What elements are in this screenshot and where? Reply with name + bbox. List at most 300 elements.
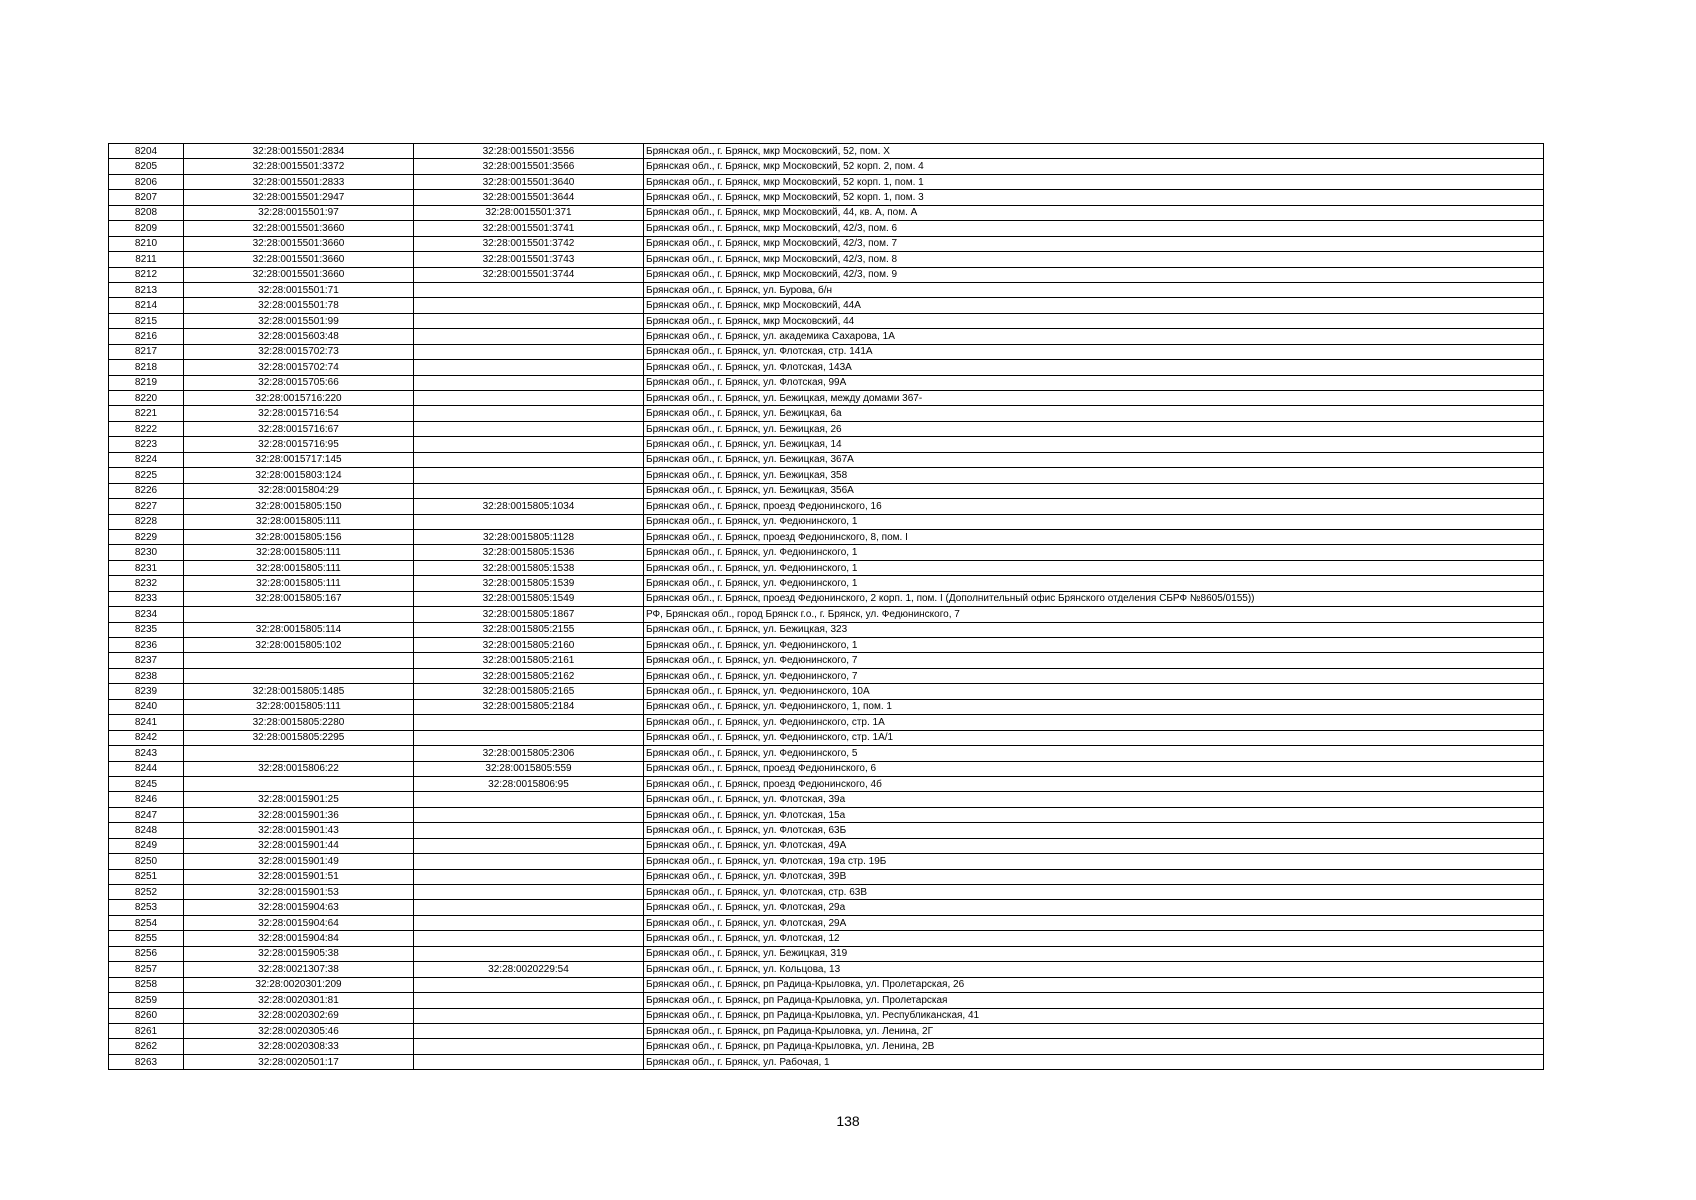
table-row: [109, 499, 1544, 514]
object-cadastral-number-cell: 32:28:0015805:2161: [414, 653, 644, 668]
row-number-cell: 8248: [109, 823, 184, 838]
row-number-cell: 8212: [109, 267, 184, 282]
object-cadastral-number-cell: [414, 838, 644, 853]
address-cell: Брянская обл., г. Брянск, рп Радица-Крыловка, ул. Пролетарская, 26: [644, 977, 1544, 992]
object-cadastral-number-cell: [414, 977, 644, 992]
address-cell: Брянская обл., г. Брянск, ул. Федюнинского, 7: [644, 653, 1544, 668]
object-cadastral-number-cell: [414, 807, 644, 822]
table-row: [109, 730, 1544, 745]
row-number-cell: 8258: [109, 977, 184, 992]
object-cadastral-number-cell: [414, 900, 644, 915]
row-number-cell: 8223: [109, 437, 184, 452]
object-cadastral-number-cell: [414, 915, 644, 930]
row-number-cell: 8256: [109, 946, 184, 961]
land-cadastral-number-cell: 32:28:0021307:38: [184, 962, 414, 977]
table-row: [109, 962, 1544, 977]
address-cell: Брянская обл., г. Брянск, мкр Московский, 52 корп. 1, пом. 1: [644, 174, 1544, 189]
land-cadastral-number-cell: 32:28:0015702:73: [184, 344, 414, 359]
land-cadastral-number-cell: 32:28:0015901:36: [184, 807, 414, 822]
address-cell: Брянская обл., г. Брянск, мкр Московский, 42/3, пом. 9: [644, 267, 1544, 282]
address-cell: Брянская обл., г. Брянск, ул. Флотская, 29А: [644, 915, 1544, 930]
object-cadastral-number-cell: 32:28:0015805:2155: [414, 622, 644, 637]
row-number-cell: 8206: [109, 174, 184, 189]
table-row: [109, 360, 1544, 375]
land-cadastral-number-cell: 32:28:0015702:74: [184, 360, 414, 375]
row-number-cell: 8219: [109, 375, 184, 390]
address-cell: Брянская обл., г. Брянск, ул. Бежицкая, 319: [644, 946, 1544, 961]
address-cell: Брянская обл., г. Брянск, мкр Московский, 42/3, пом. 8: [644, 252, 1544, 267]
row-number-cell: 8246: [109, 792, 184, 807]
object-cadastral-number-cell: [414, 514, 644, 529]
table-row: [109, 1054, 1544, 1069]
land-cadastral-number-cell: 32:28:0020501:17: [184, 1054, 414, 1069]
object-cadastral-number-cell: [414, 298, 644, 313]
row-number-cell: 8255: [109, 931, 184, 946]
object-cadastral-number-cell: [414, 993, 644, 1008]
land-cadastral-number-cell: 32:28:0015805:111: [184, 576, 414, 591]
address-cell: Брянская обл., г. Брянск, ул. Флотская, 15а: [644, 807, 1544, 822]
address-cell: Брянская обл., г. Брянск, ул. Бежицкая, 323: [644, 622, 1544, 637]
object-cadastral-number-cell: 32:28:0015805:2306: [414, 746, 644, 761]
page-number: 138: [836, 1113, 860, 1129]
table-row: [109, 144, 1544, 159]
land-cadastral-number-cell: [184, 668, 414, 683]
table-row: [109, 622, 1544, 637]
row-number-cell: 8259: [109, 993, 184, 1008]
object-cadastral-number-cell: 32:28:0015805:1538: [414, 560, 644, 575]
land-cadastral-number-cell: 32:28:0015904:64: [184, 915, 414, 930]
address-cell: Брянская обл., г. Брянск, мкр Московский, 52, пом. X: [644, 144, 1544, 159]
land-cadastral-number-cell: 32:28:0020302:69: [184, 1008, 414, 1023]
land-cadastral-number-cell: 32:28:0015805:167: [184, 591, 414, 606]
land-cadastral-number-cell: 32:28:0015804:29: [184, 483, 414, 498]
table-row: [109, 591, 1544, 606]
row-number-cell: 8237: [109, 653, 184, 668]
row-number-cell: 8210: [109, 236, 184, 251]
table-row: [109, 1039, 1544, 1054]
address-cell: Брянская обл., г. Брянск, мкр Московский, 52 корп. 2, пом. 4: [644, 159, 1544, 174]
row-number-cell: 8234: [109, 607, 184, 622]
object-cadastral-number-cell: 32:28:0015805:1536: [414, 545, 644, 560]
table-row: [109, 746, 1544, 761]
land-cadastral-number-cell: 32:28:0015805:150: [184, 499, 414, 514]
object-cadastral-number-cell: 32:28:0015501:371: [414, 205, 644, 220]
object-cadastral-number-cell: [414, 869, 644, 884]
table-row: [109, 468, 1544, 483]
object-cadastral-number-cell: [414, 823, 644, 838]
object-cadastral-number-cell: 32:28:0015501:3566: [414, 159, 644, 174]
object-cadastral-number-cell: 32:28:0015501:3640: [414, 174, 644, 189]
object-cadastral-number-cell: 32:28:0015501:3741: [414, 221, 644, 236]
address-cell: Брянская обл., г. Брянск, мкр Московский, 42/3, пом. 7: [644, 236, 1544, 251]
row-number-cell: 8260: [109, 1008, 184, 1023]
table-row: [109, 205, 1544, 220]
object-cadastral-number-cell: [414, 344, 644, 359]
address-cell: Брянская обл., г. Брянск, мкр Московский, 44А: [644, 298, 1544, 313]
object-cadastral-number-cell: [414, 313, 644, 328]
row-number-cell: 8250: [109, 854, 184, 869]
table-row: [109, 406, 1544, 421]
land-cadastral-number-cell: 32:28:0015501:2833: [184, 174, 414, 189]
table-row: [109, 869, 1544, 884]
row-number-cell: 8231: [109, 560, 184, 575]
land-cadastral-number-cell: 32:28:0015803:124: [184, 468, 414, 483]
table-row: [109, 607, 1544, 622]
row-number-cell: 8251: [109, 869, 184, 884]
row-number-cell: 8228: [109, 514, 184, 529]
table-row: [109, 421, 1544, 436]
address-cell: Брянская обл., г. Брянск, ул. Федюнинского, 1: [644, 576, 1544, 591]
object-cadastral-number-cell: [414, 282, 644, 297]
table-row: [109, 529, 1544, 544]
land-cadastral-number-cell: 32:28:0015805:114: [184, 622, 414, 637]
row-number-cell: 8233: [109, 591, 184, 606]
object-cadastral-number-cell: [414, 730, 644, 745]
table-row: [109, 514, 1544, 529]
row-number-cell: 8216: [109, 329, 184, 344]
land-cadastral-number-cell: 32:28:0015901:51: [184, 869, 414, 884]
table-row: [109, 391, 1544, 406]
row-number-cell: 8204: [109, 144, 184, 159]
property-registry-table: [108, 143, 1544, 1070]
address-cell: Брянская обл., г. Брянск, рп Радица-Крыловка, ул. Республиканская, 41: [644, 1008, 1544, 1023]
table-row: [109, 483, 1544, 498]
address-cell: Брянская обл., г. Брянск, ул. Флотская, 49А: [644, 838, 1544, 853]
object-cadastral-number-cell: 32:28:0015501:3556: [414, 144, 644, 159]
row-number-cell: 8217: [109, 344, 184, 359]
table-row: [109, 792, 1544, 807]
table-row: [109, 190, 1544, 205]
row-number-cell: 8235: [109, 622, 184, 637]
table-row: [109, 174, 1544, 189]
table-body: [109, 144, 1544, 1070]
object-cadastral-number-cell: [414, 1054, 644, 1069]
address-cell: Брянская обл., г. Брянск, ул. академика Сахарова, 1А: [644, 329, 1544, 344]
land-cadastral-number-cell: 32:28:0015501:78: [184, 298, 414, 313]
address-cell: Брянская обл., г. Брянск, ул. Бежицкая, 6а: [644, 406, 1544, 421]
object-cadastral-number-cell: [414, 421, 644, 436]
row-number-cell: 8205: [109, 159, 184, 174]
address-cell: Брянская обл., г. Брянск, ул. Флотская, 29а: [644, 900, 1544, 915]
row-number-cell: 8240: [109, 699, 184, 714]
address-cell: Брянская обл., г. Брянск, рп Радица-Крыловка, ул. Ленина, 2Г: [644, 1023, 1544, 1038]
land-cadastral-number-cell: 32:28:0015705:66: [184, 375, 414, 390]
address-cell: Брянская обл., г. Брянск, ул. Федюнинского, 10А: [644, 684, 1544, 699]
address-cell: Брянская обл., г. Брянск, ул. Флотская, 63Б: [644, 823, 1544, 838]
land-cadastral-number-cell: 32:28:0015805:111: [184, 545, 414, 560]
address-cell: Брянская обл., г. Брянск, ул. Рабочая, 1: [644, 1054, 1544, 1069]
table-row: [109, 252, 1544, 267]
table-row: [109, 761, 1544, 776]
object-cadastral-number-cell: [414, 375, 644, 390]
row-number-cell: 8230: [109, 545, 184, 560]
row-number-cell: 8220: [109, 391, 184, 406]
row-number-cell: 8257: [109, 962, 184, 977]
land-cadastral-number-cell: 32:28:0015501:2947: [184, 190, 414, 205]
address-cell: Брянская обл., г. Брянск, ул. Федюнинского, 5: [644, 746, 1544, 761]
table-row: [109, 668, 1544, 683]
address-cell: Брянская обл., г. Брянск, ул. Федюнинского, стр. 1А: [644, 715, 1544, 730]
object-cadastral-number-cell: 32:28:0020229:54: [414, 962, 644, 977]
row-number-cell: 8244: [109, 761, 184, 776]
land-cadastral-number-cell: 32:28:0015901:53: [184, 885, 414, 900]
object-cadastral-number-cell: 32:28:0015805:1867: [414, 607, 644, 622]
land-cadastral-number-cell: 32:28:0015805:102: [184, 638, 414, 653]
address-cell: Брянская обл., г. Брянск, ул. Федюнинского, 1: [644, 514, 1544, 529]
address-cell: Брянская обл., г. Брянск, ул. Флотская, стр. 141А: [644, 344, 1544, 359]
land-cadastral-number-cell: 32:28:0015904:84: [184, 931, 414, 946]
table-row: [109, 638, 1544, 653]
row-number-cell: 8242: [109, 730, 184, 745]
table-row: [109, 344, 1544, 359]
object-cadastral-number-cell: 32:28:0015501:3644: [414, 190, 644, 205]
address-cell: Брянская обл., г. Брянск, ул. Кольцова, 13: [644, 962, 1544, 977]
table-row: [109, 807, 1544, 822]
object-cadastral-number-cell: 32:28:0015805:2162: [414, 668, 644, 683]
object-cadastral-number-cell: [414, 437, 644, 452]
row-number-cell: 8226: [109, 483, 184, 498]
land-cadastral-number-cell: 32:28:0015904:63: [184, 900, 414, 915]
address-cell: Брянская обл., г. Брянск, рп Радица-Крыловка, ул. Пролетарская: [644, 993, 1544, 1008]
land-cadastral-number-cell: 32:28:0015501:3372: [184, 159, 414, 174]
table-row: [109, 452, 1544, 467]
land-cadastral-number-cell: 32:28:0015716:220: [184, 391, 414, 406]
land-cadastral-number-cell: 32:28:0015805:156: [184, 529, 414, 544]
row-number-cell: 8241: [109, 715, 184, 730]
land-cadastral-number-cell: [184, 776, 414, 791]
row-number-cell: 8225: [109, 468, 184, 483]
row-number-cell: 8261: [109, 1023, 184, 1038]
address-cell: Брянская обл., г. Брянск, ул. Бурова, б/н: [644, 282, 1544, 297]
row-number-cell: 8224: [109, 452, 184, 467]
object-cadastral-number-cell: 32:28:0015501:3744: [414, 267, 644, 282]
table-row: [109, 221, 1544, 236]
table-row: [109, 854, 1544, 869]
address-cell: Брянская обл., г. Брянск, мкр Московский, 42/3, пом. 6: [644, 221, 1544, 236]
row-number-cell: 8215: [109, 313, 184, 328]
object-cadastral-number-cell: 32:28:0015805:1549: [414, 591, 644, 606]
table-row: [109, 1008, 1544, 1023]
object-cadastral-number-cell: 32:28:0015805:2165: [414, 684, 644, 699]
object-cadastral-number-cell: 32:28:0015805:2184: [414, 699, 644, 714]
land-cadastral-number-cell: 32:28:0015806:22: [184, 761, 414, 776]
object-cadastral-number-cell: [414, 452, 644, 467]
object-cadastral-number-cell: 32:28:0015805:559: [414, 761, 644, 776]
table-row: [109, 313, 1544, 328]
address-cell: Брянская обл., г. Брянск, ул. Флотская, 99А: [644, 375, 1544, 390]
table-row: [109, 946, 1544, 961]
table-row: [109, 576, 1544, 591]
row-number-cell: 8232: [109, 576, 184, 591]
address-cell: Брянская обл., г. Брянск, ул. Флотская, 39а: [644, 792, 1544, 807]
land-cadastral-number-cell: 32:28:0015501:99: [184, 313, 414, 328]
row-number-cell: 8245: [109, 776, 184, 791]
table-row: [109, 823, 1544, 838]
object-cadastral-number-cell: [414, 391, 644, 406]
address-cell: Брянская обл., г. Брянск, ул. Бежицкая, 358: [644, 468, 1544, 483]
land-cadastral-number-cell: 32:28:0015805:2295: [184, 730, 414, 745]
row-number-cell: 8254: [109, 915, 184, 930]
table-row: [109, 931, 1544, 946]
address-cell: Брянская обл., г. Брянск, ул. Флотская, 12: [644, 931, 1544, 946]
table-row: [109, 993, 1544, 1008]
land-cadastral-number-cell: 32:28:0020301:81: [184, 993, 414, 1008]
object-cadastral-number-cell: [414, 854, 644, 869]
object-cadastral-number-cell: 32:28:0015806:95: [414, 776, 644, 791]
land-cadastral-number-cell: 32:28:0015501:3660: [184, 267, 414, 282]
object-cadastral-number-cell: [414, 468, 644, 483]
address-cell: Брянская обл., г. Брянск, ул. Федюнинского, 1: [644, 560, 1544, 575]
address-cell: Брянская обл., г. Брянск, ул. Федюнинского, 1, пом. 1: [644, 699, 1544, 714]
row-number-cell: 8213: [109, 282, 184, 297]
row-number-cell: 8218: [109, 360, 184, 375]
address-cell: Брянская обл., г. Брянск, ул. Бежицкая, 14: [644, 437, 1544, 452]
table-row: [109, 329, 1544, 344]
address-cell: Брянская обл., г. Брянск, ул. Бежицкая, между домами 367-: [644, 391, 1544, 406]
object-cadastral-number-cell: 32:28:0015805:1034: [414, 499, 644, 514]
table-row: [109, 715, 1544, 730]
land-cadastral-number-cell: 32:28:0015716:67: [184, 421, 414, 436]
address-cell: Брянская обл., г. Брянск, ул. Бежицкая, 356А: [644, 483, 1544, 498]
address-cell: Брянская обл., г. Брянск, проезд Федюнинского, 8, пом. I: [644, 529, 1544, 544]
land-cadastral-number-cell: 32:28:0015901:25: [184, 792, 414, 807]
table-row: [109, 977, 1544, 992]
object-cadastral-number-cell: [414, 946, 644, 961]
object-cadastral-number-cell: [414, 715, 644, 730]
row-number-cell: 8253: [109, 900, 184, 915]
land-cadastral-number-cell: 32:28:0015805:111: [184, 699, 414, 714]
land-cadastral-number-cell: 32:28:0015901:43: [184, 823, 414, 838]
row-number-cell: 8263: [109, 1054, 184, 1069]
land-cadastral-number-cell: 32:28:0015717:145: [184, 452, 414, 467]
object-cadastral-number-cell: [414, 931, 644, 946]
table-row: [109, 236, 1544, 251]
land-cadastral-number-cell: 32:28:0015905:38: [184, 946, 414, 961]
table-row: [109, 159, 1544, 174]
address-cell: Брянская обл., г. Брянск, ул. Флотская, 143А: [644, 360, 1544, 375]
address-cell: РФ, Брянская обл., город Брянск г.о., г. Брянск, ул. Федюнинского, 7: [644, 607, 1544, 622]
object-cadastral-number-cell: 32:28:0015805:2160: [414, 638, 644, 653]
address-cell: Брянская обл., г. Брянск, ул. Федюнинского, стр. 1А/1: [644, 730, 1544, 745]
land-cadastral-number-cell: 32:28:0015716:95: [184, 437, 414, 452]
row-number-cell: 8262: [109, 1039, 184, 1054]
land-cadastral-number-cell: 32:28:0015901:49: [184, 854, 414, 869]
object-cadastral-number-cell: [414, 360, 644, 375]
table-row: [109, 699, 1544, 714]
land-cadastral-number-cell: 32:28:0015501:3660: [184, 221, 414, 236]
land-cadastral-number-cell: [184, 746, 414, 761]
land-cadastral-number-cell: 32:28:0015901:44: [184, 838, 414, 853]
table-row: [109, 653, 1544, 668]
land-cadastral-number-cell: 32:28:0015805:111: [184, 514, 414, 529]
address-cell: Брянская обл., г. Брянск, рп Радица-Крыловка, ул. Ленина, 2В: [644, 1039, 1544, 1054]
land-cadastral-number-cell: 32:28:0020308:33: [184, 1039, 414, 1054]
land-cadastral-number-cell: 32:28:0015805:1485: [184, 684, 414, 699]
row-number-cell: 8214: [109, 298, 184, 313]
land-cadastral-number-cell: 32:28:0015716:54: [184, 406, 414, 421]
row-number-cell: 8252: [109, 885, 184, 900]
land-cadastral-number-cell: 32:28:0015805:2280: [184, 715, 414, 730]
address-cell: Брянская обл., г. Брянск, ул. Федюнинского, 1: [644, 638, 1544, 653]
table-row: [109, 545, 1544, 560]
row-number-cell: 8247: [109, 807, 184, 822]
address-cell: Брянская обл., г. Брянск, мкр Московский, 44: [644, 313, 1544, 328]
table-row: [109, 915, 1544, 930]
table-row: [109, 282, 1544, 297]
address-cell: Брянская обл., г. Брянск, проезд Федюнинского, 6: [644, 761, 1544, 776]
object-cadastral-number-cell: 32:28:0015805:1128: [414, 529, 644, 544]
address-cell: Брянская обл., г. Брянск, мкр Московский, 52 корп. 1, пом. 3: [644, 190, 1544, 205]
address-cell: Брянская обл., г. Брянск, мкр Московский, 44, кв. А, пом. А: [644, 205, 1544, 220]
address-cell: Брянская обл., г. Брянск, ул. Бежицкая, 367А: [644, 452, 1544, 467]
address-cell: Брянская обл., г. Брянск, ул. Флотская, 39В: [644, 869, 1544, 884]
object-cadastral-number-cell: 32:28:0015501:3743: [414, 252, 644, 267]
object-cadastral-number-cell: [414, 1039, 644, 1054]
address-cell: Брянская обл., г. Брянск, ул. Флотская, 19а стр. 19Б: [644, 854, 1544, 869]
land-cadastral-number-cell: 32:28:0020301:209: [184, 977, 414, 992]
table-row: [109, 437, 1544, 452]
object-cadastral-number-cell: [414, 329, 644, 344]
land-cadastral-number-cell: 32:28:0020305:46: [184, 1023, 414, 1038]
object-cadastral-number-cell: [414, 1008, 644, 1023]
row-number-cell: 8221: [109, 406, 184, 421]
row-number-cell: 8236: [109, 638, 184, 653]
address-cell: Брянская обл., г. Брянск, ул. Федюнинского, 7: [644, 668, 1544, 683]
object-cadastral-number-cell: [414, 792, 644, 807]
address-cell: Брянская обл., г. Брянск, проезд Федюнинского, 16: [644, 499, 1544, 514]
row-number-cell: 8249: [109, 838, 184, 853]
object-cadastral-number-cell: [414, 1023, 644, 1038]
row-number-cell: 8209: [109, 221, 184, 236]
row-number-cell: 8229: [109, 529, 184, 544]
address-cell: Брянская обл., г. Брянск, ул. Федюнинского, 1: [644, 545, 1544, 560]
table-row: [109, 776, 1544, 791]
row-number-cell: 8207: [109, 190, 184, 205]
address-cell: Брянская обл., г. Брянск, ул. Флотская, стр. 63В: [644, 885, 1544, 900]
table-row: [109, 267, 1544, 282]
address-cell: Брянская обл., г. Брянск, проезд Федюнинского, 4б: [644, 776, 1544, 791]
row-number-cell: 8243: [109, 746, 184, 761]
table-row: [109, 298, 1544, 313]
land-cadastral-number-cell: [184, 653, 414, 668]
land-cadastral-number-cell: 32:28:0015501:3660: [184, 236, 414, 251]
row-number-cell: 8211: [109, 252, 184, 267]
object-cadastral-number-cell: [414, 483, 644, 498]
table-row: [109, 684, 1544, 699]
address-cell: Брянская обл., г. Брянск, ул. Бежицкая, 26: [644, 421, 1544, 436]
land-cadastral-number-cell: 32:28:0015501:3660: [184, 252, 414, 267]
object-cadastral-number-cell: 32:28:0015805:1539: [414, 576, 644, 591]
row-number-cell: 8222: [109, 421, 184, 436]
table-row: [109, 1023, 1544, 1038]
row-number-cell: 8239: [109, 684, 184, 699]
address-cell: Брянская обл., г. Брянск, проезд Федюнинского, 2 корп. 1, пом. I (Дополнительный офис Брянского отделения СБРФ №8605/0155)): [644, 591, 1544, 606]
land-cadastral-number-cell: 32:28:0015805:111: [184, 560, 414, 575]
row-number-cell: 8227: [109, 499, 184, 514]
table-row: [109, 560, 1544, 575]
land-cadastral-number-cell: [184, 607, 414, 622]
row-number-cell: 8238: [109, 668, 184, 683]
land-cadastral-number-cell: 32:28:0015501:97: [184, 205, 414, 220]
land-cadastral-number-cell: 32:28:0015501:2834: [184, 144, 414, 159]
table-row: [109, 838, 1544, 853]
land-cadastral-number-cell: 32:28:0015603:48: [184, 329, 414, 344]
table-row: [109, 885, 1544, 900]
table-row: [109, 375, 1544, 390]
land-cadastral-number-cell: 32:28:0015501:71: [184, 282, 414, 297]
object-cadastral-number-cell: 32:28:0015501:3742: [414, 236, 644, 251]
row-number-cell: 8208: [109, 205, 184, 220]
